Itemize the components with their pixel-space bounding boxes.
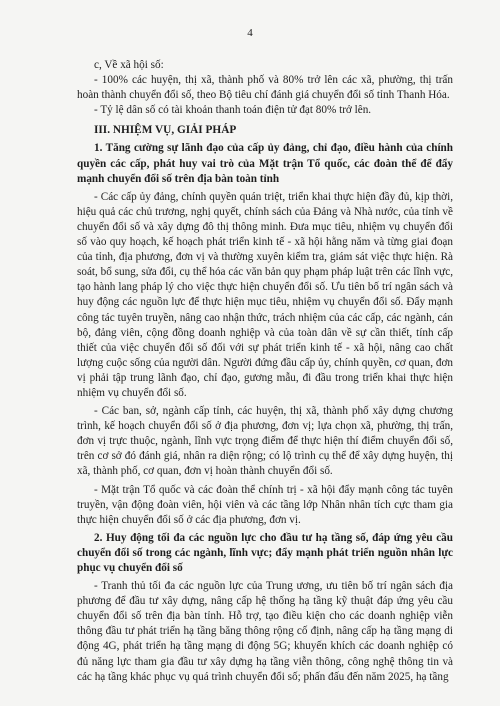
- paragraph: - Tranh thủ tối đa các nguồn lực của Trung ương, ưu tiên bố trí ngân sách địa phương để đầu tư xây dựng, nâng cấp hệ thống hạ tầng kỹ thuật đáp ứng yêu cầu chuyển đổi số trên địa bàn tỉnh. Hỗ trợ, tạo điều kiện cho các doanh nghiệp viễn thông đầu tư phát triển hạ tầng băng thông rộng cố định, nâng cấp hạ tầng mạng di động 4G, phát triển hạ tầng mạng di động 5G; khuyến khích các doanh nghiệp có đủ năng lực tham gia đầu tư xây dựng hạ tầng viễn thông, công nghệ thông tin và các hạ tầng khác phục vụ quá trình chuyển đổi số; phấn đấu đến năm 2025, hạ tầng: [77, 580, 453, 683]
- subsection-heading-social: c, Về xã hội số:: [94, 59, 164, 71]
- section-heading: III. NHIỆM VỤ, GIẢI PHÁP: [94, 124, 237, 137]
- paragraph: - Các ban, sở, ngành cấp tỉnh, các huyện, thị xã, thành phố xây dựng chương trình, kế hoạch chuyển đổi số ở địa phương, đơn vị; lựa chọn xã, phường, thị trấn, đơn vị trực thuộc, ngành, lĩnh vực trọng điểm để thực hiện thí điểm chuyển đổi số, trên cơ sở đó đánh giá, nhân ra diện rộng; có lộ trình cụ thể để xây dựng huyện, thị xã, thành phố, cơ quan, đơn vị hoàn thành chuyển đổi số.: [77, 405, 453, 478]
- paragraph: - Các cấp ủy đảng, chính quyền quán triệt, triển khai thực hiện đầy đủ, kịp thời, hiệu quả các chủ trương, nghị quyết, chính sách của Đảng và Nhà nước, của tỉnh về chuyển đổi số và xây dựng đô thị thông minh. Đưa mục tiêu, nhiệm vụ chuyển đổi số vào quy hoạch, kế hoạch phát triển kinh tế - xã hội hằng năm và từng giai đoạn của tỉnh, địa phương, đơn vị và thường xuyên kiểm tra, giám sát việc thực hiện. Rà soát, bổ sung, sửa đổi, cụ thể hóa các văn bản quy phạm pháp luật trên các lĩnh vực, tạo hành lang pháp lý cho việc thực hiện chuyển đổi số. Ưu tiên bố trí ngân sách và huy động các nguồn lực để thực hiện mục tiêu, nhiệm vụ chuyển đổi số. Đẩy mạnh công tác tuyên truyền, nâng cao nhận thức, trách nhiệm của các cấp, các ngành, cán bộ, đảng viên, cộng đồng doanh nghiệp và của toàn dân về sự cần thiết, tính cấp thiết của việc chuyển đổi số đối với sự phát triển kinh tế - xã hội, nâng cao chất lượng cuộc sống của người dân. Người đứng đầu cấp ủy, chính quyền, cơ quan, đơn vị phải tập trung lãnh đạo, chỉ đạo, gương mẫu, đi đầu trong triển khai thực hiện nhiệm vụ chuyển đổi số.: [77, 190, 453, 399]
- task-heading-2: 2. Huy động tối đa các nguồn lực cho đầu tư hạ tầng số, đáp ứng yêu cầu chuyển đổi số trong các ngành, lĩnh vực; đẩy mạnh phát triển nguồn nhân lực phục vụ chuyển đổi số: [77, 531, 453, 574]
- page-number: 4: [247, 27, 253, 39]
- document-body: [77, 58, 453, 685]
- paragraph: - Mặt trận Tổ quốc và các đoàn thể chính trị - xã hội đẩy mạnh công tác tuyên truyền, vận động đoàn viên, hội viên và các tầng lớp Nhân nhân tích cực tham gia thực hiện chuyển đổi số ở các địa phương, đơn vị.: [77, 483, 453, 526]
- paragraph: - Tỷ lệ dân số có tài khoản thanh toán điện tử đạt 80% trở lên.: [94, 104, 372, 117]
- task-heading-1: 1. Tăng cường sự lãnh đạo của cấp ủy đảng, chỉ đạo, điều hành của chính quyền các cấp, phát huy vai trò của Mặt trận Tổ quốc, các đoàn thể để đẩy mạnh chuyển đổi số trên địa bàn toàn tỉnh: [77, 142, 453, 185]
- paragraph: - 100% các huyện, thị xã, thành phố và 80% trở lên các xã, phường, thị trấn hoàn thành chuyển đổi số, theo Bộ tiêu chí đánh giá chuyển đổi số tỉnh Thanh Hóa.: [77, 74, 453, 102]
